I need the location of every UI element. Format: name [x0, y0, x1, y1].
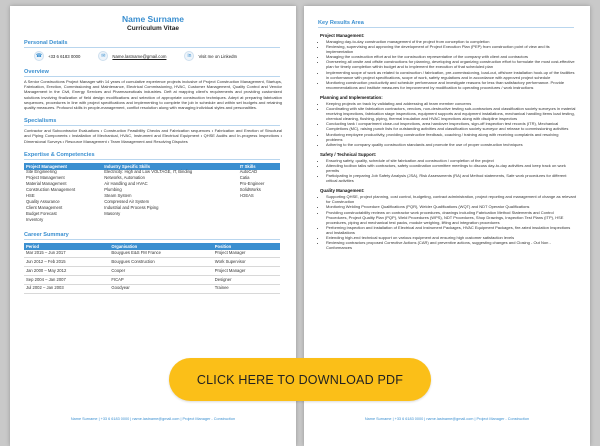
- list-item: • Providing constructability reviews on contractor work procedures, drawings including Fabrication Method Statements and Control Procedures, Project Quality Plan (PQP), Weld Procedures (WPS), NDT Procedures, Shop Drawings, Inspection Test Plans (ITP), HSE procedures, piping and mechanical test packs, module weighing, lifting and integration procedures: [326, 210, 576, 225]
- section-key-results: Key Results Area: [318, 20, 574, 28]
- kra-subheading: Project Management:: [320, 33, 365, 38]
- list-item: • Monitoring construction productivity and schedule performance and investigate reasons for less than satisfactory performance. Provide recommendations and institute measures for improvement by modification to operating procedures / work instructions: [326, 80, 576, 90]
- list-item: • Reviewing contractors proposed Corrective Actions (CAR) and preventive actions, suggesting changes and Closing - Out Non - Conformances: [326, 240, 576, 250]
- table-cell: HSE: [26, 193, 35, 199]
- kra-bullet-list: [326, 194, 576, 250]
- table-cell: Material Management: [26, 181, 67, 187]
- table-cell: Quality Assurance: [26, 199, 60, 205]
- table-cell: Jun 2012 – Feb 2015: [24, 258, 109, 267]
- list-item: • Monitoring employee productivity, providing constructive feedback, coaching / training along with receiving complaints and resolving problems: [326, 132, 576, 142]
- kra-subheading: Safety / Technical Support:: [320, 151, 377, 157]
- table-cell: Bouygues Construction: [109, 258, 212, 267]
- kra-subheading: Planning and Implementation:: [320, 94, 383, 100]
- kra-bullet-list: [326, 39, 576, 90]
- table-row: [24, 250, 280, 258]
- table-cell: Electricity: High and Low VOLTAGE, IT, Binding: [104, 169, 193, 175]
- email-link[interactable]: Name.lastname@gmail.com: [112, 53, 167, 59]
- career-table: [24, 243, 280, 294]
- list-item: • Supporting QHSE, project planning, cost control, budgeting, contract administration, project reporting and management of change as relevant for Construction: [326, 194, 576, 204]
- list-item: • Keeping projects on track by validating and addressing all team member concerns: [326, 101, 576, 106]
- table-cell: Catia: [239, 175, 250, 181]
- table-cell: Mar 2015 – Jun 2017: [24, 250, 109, 258]
- table-cell: FICAP: [109, 276, 212, 285]
- table-cell: Plumbing: [104, 187, 122, 193]
- table-cell: Project Manager: [213, 250, 280, 258]
- key-results-list: [304, 33, 590, 250]
- list-item: • Conducting tank / compartment close-out inspections, area handover inspections, sign-off inspection test records (ITR), Mechanical Completions (MC), raising punch lists for outstanding activities and classification society surveyor and release to commissioning activities: [326, 121, 576, 131]
- linkedin-icon: in: [184, 51, 194, 61]
- table-header-cell: Organisation: [109, 243, 212, 250]
- section-expertise: Expertise & Competencies: [24, 152, 280, 160]
- table-row: [24, 284, 280, 293]
- table-cell: Masonry: [104, 211, 121, 217]
- table-cell: Jul 2002 – Jan 2003: [24, 284, 109, 293]
- table-cell: Industrial and Process Piping: [104, 205, 159, 211]
- table-header-cell: Period: [24, 243, 109, 250]
- email-icon: ✉: [98, 51, 108, 61]
- list-item: • Coordinating with site fabrication contractors, vendors, non-destructive testing sub-contractors and classification society surveyors in material receiving inspections, fabrication stage inspections, equipment supports and equipment installations, mechanical handling items load testing, chemical cleaning, flushing, piping, thermal insulation and HVAC inspections along with discipline inspectors: [326, 106, 576, 121]
- list-item: • Extending high-end technical support on various equipment and ensuring high customer satisfaction levels: [326, 235, 576, 240]
- table-cell: Project Manager: [213, 267, 280, 276]
- list-item: • Reviewing, supervising and approving the development of Project Execution Plan (PEP) from construction point of view and its implementation: [326, 44, 576, 54]
- table-cell: Work Supervisor: [213, 258, 280, 267]
- list-item: • Monitoring Welding Procedure Qualifications (PQR), Welder Qualifications (WQT) and NDT Operator Qualifications: [326, 204, 576, 209]
- phone-icon: ☎: [35, 53, 43, 59]
- table-cell: Jan 2000 – May 2012: [24, 267, 109, 276]
- contact-row: [34, 51, 296, 61]
- section-overview: Overview: [24, 69, 280, 77]
- overview-text: A Senior Constructions Project Manager with 14 years of cumulative experience projects inclusive of Project Construction Management, Startups, Fabrication, Erection, Commissioning and Maintenance, Electrical Commissioning, HVAC, Customer Management, Quality Control and Vendor Management in the Civil, Energy Services and Pharmaceuticals industries. Deft at mapping client's requirements and providing customized solutions involving finalization of field design modifications and selection of appropriate construction techniques. Adept at preparing fabrication sequences, procedures in line with project specifications and implementing to complete the job in schedule and within set budgets and retaining quality measures. Profound skills in people-management, conflict resolution along with managing individual styles and personalities.: [24, 79, 282, 111]
- table-cell: I-DEAS: [239, 193, 254, 199]
- phone-contact: [34, 51, 80, 61]
- download-pdf-button[interactable]: CLICK HERE TO DOWNLOAD PDF: [169, 358, 431, 401]
- cv-name: Name Surname: [122, 14, 184, 24]
- table-cell: Steam System: [104, 193, 132, 199]
- table-cell: AutoCAD: [239, 169, 258, 175]
- kra-bullet-list: [326, 101, 576, 147]
- list-item: • Overseeing all onsite and offsite constructions for planning, developing and organizing construction effort to formulate the most cost-effective plan for timely completion within budget and to implement the execution of that scheduled plan: [326, 59, 576, 69]
- table-cell: Air Handling and HVAC: [104, 181, 148, 187]
- table-cell: Compressed Air System: [104, 199, 150, 205]
- table-row: [24, 218, 280, 224]
- linkedin-link[interactable]: Visit me on LinkedIn: [198, 53, 238, 59]
- table-cell: Inventory: [26, 217, 44, 223]
- table-cell: Sep 2004 – Jan 2007: [24, 276, 109, 285]
- table-cell: Goodyear: [109, 284, 212, 293]
- expertise-table: [24, 163, 280, 224]
- page-footer-right: Name Surname | +33 6 6183 0000 | name.lastname@gmail.com | Project Manager - Construction: [364, 417, 530, 421]
- section-personal-details: Personal Details: [24, 40, 280, 48]
- list-item: • Attending toolbox talks with contractors, safety coordination committee meetings to discuss day-to-day activities and keep track on work permits: [326, 163, 576, 173]
- table-cell: Budget Forecast: [26, 211, 57, 217]
- table-cell: SolidWorks: [239, 187, 261, 193]
- table-cell: Trainee: [213, 284, 280, 293]
- table-cell: Bouygues E&S FM France: [109, 250, 212, 258]
- table-row: [24, 258, 280, 267]
- phone-text: +33 6 6183 0000: [48, 53, 81, 59]
- table-cell: Client Management: [26, 205, 63, 211]
- table-header-cell: Position: [213, 243, 280, 250]
- table-header-cell: Industry Specific Skills: [102, 163, 238, 170]
- table-row: [24, 276, 280, 285]
- section-career-summary: Career Summary: [24, 232, 280, 240]
- section-specialisms: Specialisms: [24, 118, 280, 126]
- kra-subheading: Quality Management:: [320, 188, 365, 194]
- cv-subtitle: Curriculum Vitae: [127, 25, 179, 32]
- page-footer-left: Name Surname | +33 6 6183 0000 | name.lastname@gmail.com | Project Manager - Construction: [70, 417, 236, 421]
- list-item: • Implementing scope of work as related to construction / fabrication, pre-commissioning, load-out, offshore installation hook-up of the facilities in conformance with project specifications, scope of work, safety regulations and in accordance with approved project schedule: [326, 70, 576, 80]
- table-row: [24, 267, 280, 276]
- table-cell: Networks, Automation: [104, 175, 145, 181]
- list-item: • Managing day-to-day construction management of the project from conception to completion: [326, 39, 576, 44]
- table-header-cell: IT Skills: [238, 163, 280, 170]
- specialisms-text: Contractor and Subcontractor Evaluations • Construction Feasibility Checks and Fabrication sequences • Fabrication and Erection of Structural and Piping Components • Installation of Mechanical, HVAC, Instrument and Electrical Equipment • QHSE Audits and In-progress Inspections • Dimensional Surveys • Resource Management • Team Management and Resolving Disputes: [24, 128, 282, 144]
- table-cell: [238, 218, 280, 224]
- email-contact[interactable]: [98, 51, 166, 61]
- table-cell: Construction Management: [26, 187, 76, 193]
- list-item: • Participating in preparing Job Safety Analysis (JSA), Risk Assessments (RA) and Method statements, Safe work procedures for different critical activities: [326, 173, 576, 183]
- table-cell: [102, 218, 238, 224]
- list-item: • Ensuring safety, quality, schedule of site fabrication and construction / completion of the project: [326, 158, 576, 163]
- table-cell: Project Management: [26, 175, 65, 181]
- table-cell: Pro-Engineer: [239, 181, 265, 187]
- table-cell: Site Engineering: [26, 169, 57, 175]
- table-cell: Cooper: [109, 267, 212, 276]
- list-item: • Managing the construction effort and be the construction representative of the company with client and contractors: [326, 54, 576, 59]
- table-header-cell: Project Management: [24, 163, 102, 170]
- list-item: • Adhering to the company quality construction standards and promote the use of proper construction techniques: [326, 142, 576, 147]
- kra-bullet-list: [326, 158, 576, 183]
- linkedin-contact[interactable]: [184, 51, 237, 61]
- table-cell: Designer: [213, 276, 280, 285]
- list-item: • Performing inspection and installation of Electrical and Instrument Packages, HVAC Equipment Packages, fire-rated insulation Inspections and Installations: [326, 225, 576, 235]
